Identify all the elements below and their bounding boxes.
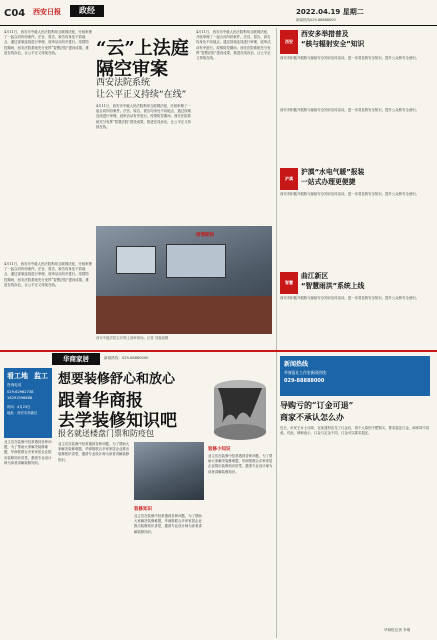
article1-subtitle-line1: 西安法院系统 — [96, 78, 151, 88]
bottom-title-line1: 导购亏的“订金可退” — [280, 400, 354, 410]
issue-date: 2022.04.19 星期二 — [296, 8, 364, 16]
article2-title-line3: 去学装修知识吧 — [58, 411, 177, 431]
ad-phone1: 029-62962738 — [7, 390, 34, 394]
ad-block — [4, 368, 52, 438]
band-label: 华商家居 — [52, 353, 100, 365]
section-label: 政经 — [70, 5, 104, 17]
article2-body-col4: 业主们在装修中经常遇到各种问题，为了帮助大家解决装修难题，华商报联合多家家居企业推出装修知识讲堂，邀请专业设计师为读者讲解装修知识。 — [208, 454, 273, 474]
sec3-body: 西安市积极开展核与辐射安全知识宣传活动，进一步普及核安全知识，提升公众核安全意识。 — [280, 296, 420, 300]
column-divider — [276, 28, 277, 350]
screen-shape — [116, 246, 156, 274]
hotline-text: 华商报社工作室新闻热线： — [284, 370, 330, 375]
ad-phone2: 16291996888 — [7, 396, 33, 400]
sec3-title-line2: “智慧雨洪”系统上线 — [301, 282, 365, 290]
article2-title-line2: 跟着华商报 — [58, 391, 143, 411]
ad-title1: 看工地 — [7, 372, 28, 380]
sec1-body: 西安市积极开展核与辐射安全知识宣传活动，进一步普及核安全知识，提升公众核安全意识。 — [280, 56, 420, 60]
sec3-tag: 智慧 — [280, 272, 298, 294]
sec2-body: 西安市积极开展核与辐射安全知识宣传活动，进一步普及核安全知识，提升公众核安全意识。 — [280, 192, 420, 196]
sec2-title-line2: 一站式办理更便捷 — [301, 178, 356, 186]
article1-subtitle-line2: 让公平正义持续“在线” — [96, 90, 187, 100]
article2-subhead: 装修知识 — [134, 507, 152, 512]
court-photo — [96, 226, 272, 334]
photo-caption: 西安中级法院召开网上庭审现场。记者 刘嘉丽摄 — [96, 336, 169, 340]
sec2-title-line1: 沪滇“水电气暖”报装 — [301, 168, 365, 176]
paint-bucket-illustration — [206, 368, 274, 440]
screen-shape — [166, 244, 226, 278]
column-divider-bottom — [276, 352, 277, 638]
article2-subtitle: 报名就送楼盘门票和防疫包 — [58, 429, 154, 438]
ad-address: 地址：西安市高新区 — [7, 411, 38, 415]
ad-hotline-label: 咨询电话 — [7, 383, 22, 387]
hotline-number: 029-88888000 — [284, 378, 325, 384]
article2-body-col2: 业主们在装修中经常遇到各种问题，为了帮助大家解决装修难题，华商报联合多家家居企业推出装修知识讲堂，邀请专业设计师为读者讲解装修知识。 — [58, 442, 130, 462]
article1-body-col1: 4月11日，西安市中级人民法院利用互联网法庭，开庭审理了一起合同纠纷案件。法官、原告、被告均身处不同地点，通过视频连线进行审理，庭审活动有序进行。疫情防控期间，西安法院系统充分发挥“智慧法院”建设成果，推进在线诉讼，让公平正义持续在线。 — [4, 30, 92, 55]
hotline-box-label: 新闻热线 — [284, 361, 309, 368]
page-header — [0, 0, 437, 26]
article1-body-col1b: 4月11日，西安市中级人民法院利用互联网法庭，开庭审理了一起合同纠纷案件。法官、原告、被告均身处不同地点，通过视频连线进行审理，庭审活动有序进行。疫情防控期间，西安法院系统充分发挥“智慧法院”建设成果，推进在线诉讼，让公平正义持续在线。 — [4, 262, 92, 287]
article2-title-line1: 想要装修舒心和放心 — [58, 372, 176, 387]
sec1-title-line2: “核与辐射安全”知识 — [301, 40, 365, 48]
article2-subhead2: 装修小知识 — [208, 447, 231, 452]
desk-shape — [96, 296, 272, 334]
page-number: C04 — [4, 8, 26, 19]
sec2-tag: 沪滇 — [280, 168, 298, 190]
newspaper-logo: 西安日报 — [33, 7, 61, 16]
sec1-tag: 西安 — [280, 30, 298, 54]
article1-title-line1: “云”上法庭 — [96, 38, 189, 59]
hotline-box — [280, 356, 430, 396]
article2-body-col3: 业主们在装修中经常遇到各种问题，为了帮助大家解决装修难题，华商报联合多家家居企业推出装修知识讲堂，邀请专业设计师为读者讲解装修知识。 — [134, 514, 202, 534]
sec1-body-b: 西安市积极开展核与辐射安全知识宣传活动，进一步普及核安全知识，提升公众核安全意识。 — [280, 108, 420, 112]
editor-line: 新闻热线029-88888000 — [296, 18, 336, 22]
bottom-body: 近日，市民王女士反映，在某建材店交了订金后，因个人原因不想购买，要求退还订金，商家却不同意。对此，律师表示，订金与定金不同，订金可以要求退还。 — [280, 426, 430, 436]
article1-subhead: 疫情期间 — [196, 233, 214, 238]
article1-body-col3: 4月11日，西安市中级人民法院利用互联网法庭，开庭审理了一起合同纠纷案件。法官、原告、被告均身处不同地点，通过视频连线进行审理，庭审活动有序进行。疫情防控期间，西安法院系统充分发挥“智慧法院”建设成果，推进在线诉讼，让公平正义持续在线。 — [196, 30, 271, 61]
byline: 华商报记者 李明 — [384, 628, 411, 632]
article2-body-col1: 业主们在装修中经常遇到各种问题，为了帮助大家解决装修难题，华商报联合多家家居企业推出装修知识讲堂，邀请专业设计师为读者讲解装修知识。 — [4, 440, 52, 465]
band-rule — [0, 350, 437, 352]
band-contact: 新闻热线：029-88880000 — [104, 356, 149, 360]
ad-title2: 监工 — [34, 372, 48, 380]
bottom-title-line2: 商家不承认怎么办 — [280, 412, 344, 422]
article1-title-line2: 隔空审案 — [96, 59, 168, 80]
decoration-photo — [134, 442, 204, 500]
sec3-title-line1: 曲江新区 — [301, 272, 329, 280]
sec1-title-line1: 西安多举措普及 — [301, 30, 349, 38]
article1-body-col2: 4月11日，西安市中级人民法院利用互联网法庭，开庭审理了一起合同纠纷案件。法官、原告、被告均身处不同地点，通过视频连线进行审理，庭审活动有序进行。疫情防控期间，西安法院系统充分发挥“智慧法院”建设成果，推进在线诉讼，让公平正义持续在线。 — [96, 104, 192, 129]
ad-date: 时间：4月23日 — [7, 405, 31, 409]
